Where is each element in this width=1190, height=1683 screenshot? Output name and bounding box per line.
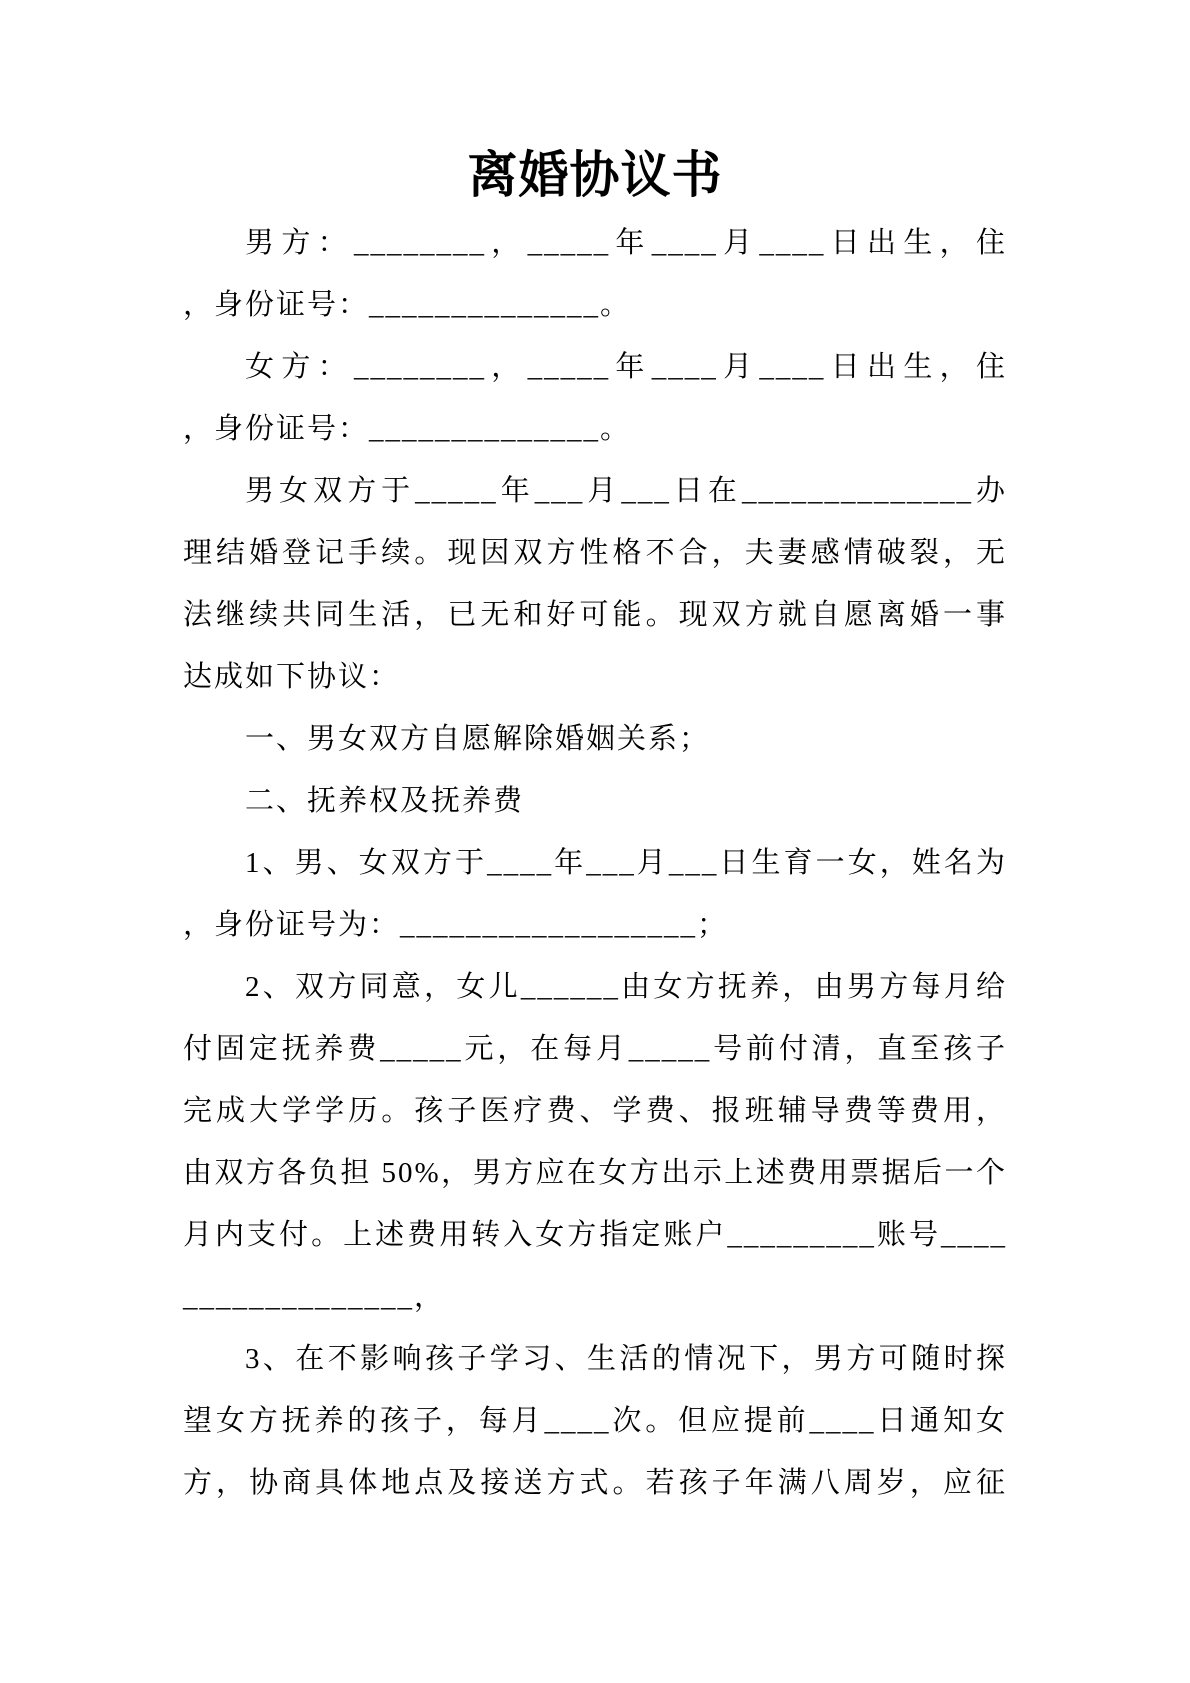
document-line: 完成大学学历。孩子医疗费、学费、报班辅导费等费用， [183, 1095, 1007, 1127]
document-line: 1、男、女双方于____年___月___日生育一女，姓名为 [245, 847, 1007, 879]
document-line: 3、在不影响孩子学习、生活的情况下，男方可随时探 [245, 1343, 1007, 1375]
document-body [183, 212, 1007, 1514]
document-line: 男方：________，_____年____月____日出生，住 [245, 227, 1007, 259]
document-line: ，身份证号：______________。 [183, 289, 632, 321]
document-line: 法继续共同生活，已无和好可能。现双方就自愿离婚一事 [183, 599, 1007, 631]
document-line: ，身份证号为：__________________； [183, 909, 729, 941]
document-line: ，身份证号：______________。 [183, 413, 632, 445]
document-line: 望女方抚养的孩子，每月____次。但应提前____日通知女 [183, 1405, 1007, 1437]
document-line: 达成如下协议： [183, 661, 401, 693]
document-line: 一、男女双方自愿解除婚姻关系； [245, 723, 711, 755]
document-line: 2、双方同意，女儿______由女方抚养，由男方每月给 [245, 971, 1007, 1003]
document-line: 由双方各负担 50%，男方应在女方出示上述费用票据后一个 [183, 1157, 1007, 1189]
document-line: 男女双方于_____年___月___日在______________办 [245, 475, 1007, 507]
document-line: 二、抚养权及抚养费 [245, 785, 525, 817]
document-line: 方，协商具体地点及接送方式。若孩子年满八周岁，应征 [183, 1467, 1007, 1499]
document-title: 离婚协议书 [467, 147, 723, 203]
document-line: 付固定抚养费_____元，在每月_____号前付清，直至孩子 [183, 1033, 1007, 1065]
document-line: 月内支付。上述费用转入女方指定账户_________账号____ [183, 1219, 1007, 1251]
document-line: 女方：________，_____年____月____日出生，住 [245, 351, 1007, 383]
document-line: 理结婚登记手续。现因双方性格不合，夫妻感情破裂，无 [183, 537, 1007, 569]
document-line: ______________， [183, 1281, 446, 1313]
document-content [183, 0, 1007, 1514]
